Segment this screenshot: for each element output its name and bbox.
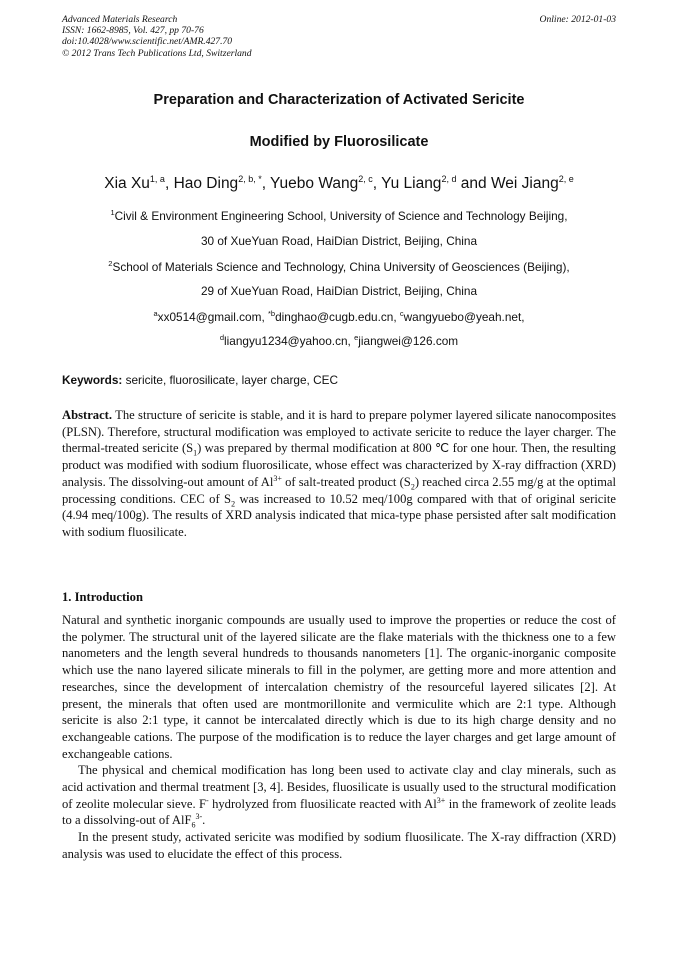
abstract-text: ) was prepared by thermal modification at 800 ℃ for one hour. Then, the resulting product was modified with sodium fluorosilicate, whose effect was characterized by X-ray diffraction (XRD) analysis. The dissolving-out amount of Al [62, 441, 616, 489]
subscript: 2 [410, 482, 415, 492]
author-affil-sup: 2, b, * [238, 174, 262, 184]
email-address: liangyu1234@yahoo.cn, [224, 333, 355, 348]
author-separator: , [372, 175, 382, 193]
superscript: - [206, 795, 209, 805]
affiliation-2-line-2: 29 of XueYuan Road, HaiDian District, Beijing, China [200, 284, 478, 298]
keywords-label: Keywords: [62, 373, 123, 387]
email-line-2 [0, 333, 678, 348]
email-line-1 [0, 309, 678, 324]
email-address: wangyuebo@yeah.net, [403, 309, 525, 324]
affiliation-text: Civil & Environment Engineering School, University of Science and Technology Beijing, [114, 208, 568, 223]
abstract-label: Abstract. [62, 408, 113, 422]
abstract-text: The structure of sericite is stable, and it is hard to prepare polymer layered silicate nanocomposites (PLSN). Therefore, structural modification was employed to activate sericite to reduce the layer charger. The thermal-treated sericite (S [62, 408, 616, 456]
author-affil-sup: 2, c [358, 174, 373, 184]
email-address: jiangwei@126.com [358, 333, 459, 348]
email-address: dinghao@cugb.edu.cn, [275, 309, 400, 324]
affiliation-1-line-2: 30 of XueYuan Road, HaiDian District, Beijing, China [200, 234, 478, 248]
author-separator: and [456, 175, 491, 193]
superscript: 3+ [436, 795, 446, 805]
author-affil-sup: 1, a [149, 174, 165, 184]
affiliation-2-line-1 [0, 259, 678, 274]
superscript: 3- [195, 812, 203, 822]
paper-title-line-1: Preparation and Characterization of Activated Sericite [153, 92, 525, 108]
affiliation-sup: 1 [110, 208, 115, 217]
abstract-text: ) reached circa 2.55 mg/g at the optimal processing conditions. CEC of S [62, 474, 616, 506]
author-separator: , [261, 175, 271, 193]
keywords-text: sericite, fluorosilicate, layer charge, CEC [122, 373, 339, 387]
paragraph-text: hydrolyzed from fluosilicate reacted with Al [208, 796, 437, 811]
keywords [62, 373, 616, 387]
intro-paragraph-1: Natural and synthetic inorganic compounds are usually used to improve the properties or reduce the cost of the polymer. The structural unit of the layered silicate are the flake materials with the thickness one to a few nanometers and the length several hundreds to thousands nanometers [1]. The organic-inorganic composite which use the nano layered silicate minerals to fill in the polymer, are getting more and more attention and researches, since the development of intercalation chemistry of the resourceful layered silicates [2]. At present, the minerals that often used are montmorillonite and vermiculite which are 2:1 type. Although sericite is also 2:1 type, it cannot be intercalated directly which is due to its high charge density and no exchangeable cations. The purpose of the modification is to reduce the layer charges and get large amount of exchangeable cations. [62, 613, 616, 761]
intro-paragraph-3: In the present study, activated sericite was modified by sodium fluosilicate. The X-ray diffraction (XRD) analysis was used to elucidate the effect of this process. [62, 830, 616, 861]
author-name: Xia Xu [104, 175, 150, 193]
issn-line: ISSN: 1662-8985, Vol. 427, pp 70-76 [62, 25, 204, 37]
abstract-text: of salt-treated product (S [281, 474, 411, 489]
affiliation-sup: 2 [108, 259, 113, 268]
author-name: Hao Ding [173, 175, 239, 193]
email-sup: *b [268, 309, 276, 318]
abstract [62, 407, 616, 541]
paragraph-text: The physical and chemical modification has long been used to activate clay and clay minerals, such as acid activation and thermal treatment [3, 4]. Besides, fluosilicate is usually used to the structural modification of zeolite molecular sieve. F [62, 763, 616, 811]
email-sup: a [153, 309, 158, 318]
subscript: 6 [191, 820, 196, 830]
doi-line: doi:10.4028/www.scientific.net/AMR.427.70 [62, 36, 233, 48]
abstract-text: was increased to 10.52 meq/100g compared with that of original sericite (4.94 meq/100g). The results of XRD analysis indicated that mica-type phase persisted after salt modification with sodium fluosilicate. [62, 491, 616, 539]
journal-header [62, 14, 616, 59]
subscript: 2 [231, 499, 236, 509]
email-sup: d [219, 333, 225, 342]
journal-name: Advanced Materials Research [62, 14, 178, 25]
author-name: Wei Jiang [490, 175, 559, 193]
subscript: 1 [193, 448, 198, 458]
superscript: 3+ [273, 473, 282, 483]
paragraph-text: . [202, 813, 206, 828]
affiliation-text: School of Materials Science and Technology, China University of Geosciences (Beijing), [112, 259, 570, 274]
author-name: Yuebo Wang [270, 175, 359, 193]
introduction-body [62, 612, 616, 863]
author-affil-sup: 2, e [558, 174, 574, 184]
author-name: Yu Liang [381, 175, 442, 193]
paper-title-line-2: Modified by Fluorosilicate [249, 134, 429, 150]
paragraph-text: in the framework of zeolite leads to a dissolving-out of AlF [62, 796, 617, 828]
author-affil-sup: 2, d [441, 174, 457, 184]
author-list [0, 174, 678, 193]
online-date: Online: 2012-01-03 [539, 14, 616, 25]
section-heading-introduction: 1. Introduction [62, 590, 143, 604]
email-sup: c [399, 309, 404, 318]
email-sup: e [354, 333, 359, 342]
author-separator: , [164, 175, 174, 193]
affiliation-1-line-1 [0, 208, 678, 223]
email-address: xx0514@gmail.com, [157, 309, 268, 324]
intro-paragraph-2 [62, 762, 616, 829]
copyright-line: © 2012 Trans Tech Publications Ltd, Switzerland [62, 47, 252, 59]
